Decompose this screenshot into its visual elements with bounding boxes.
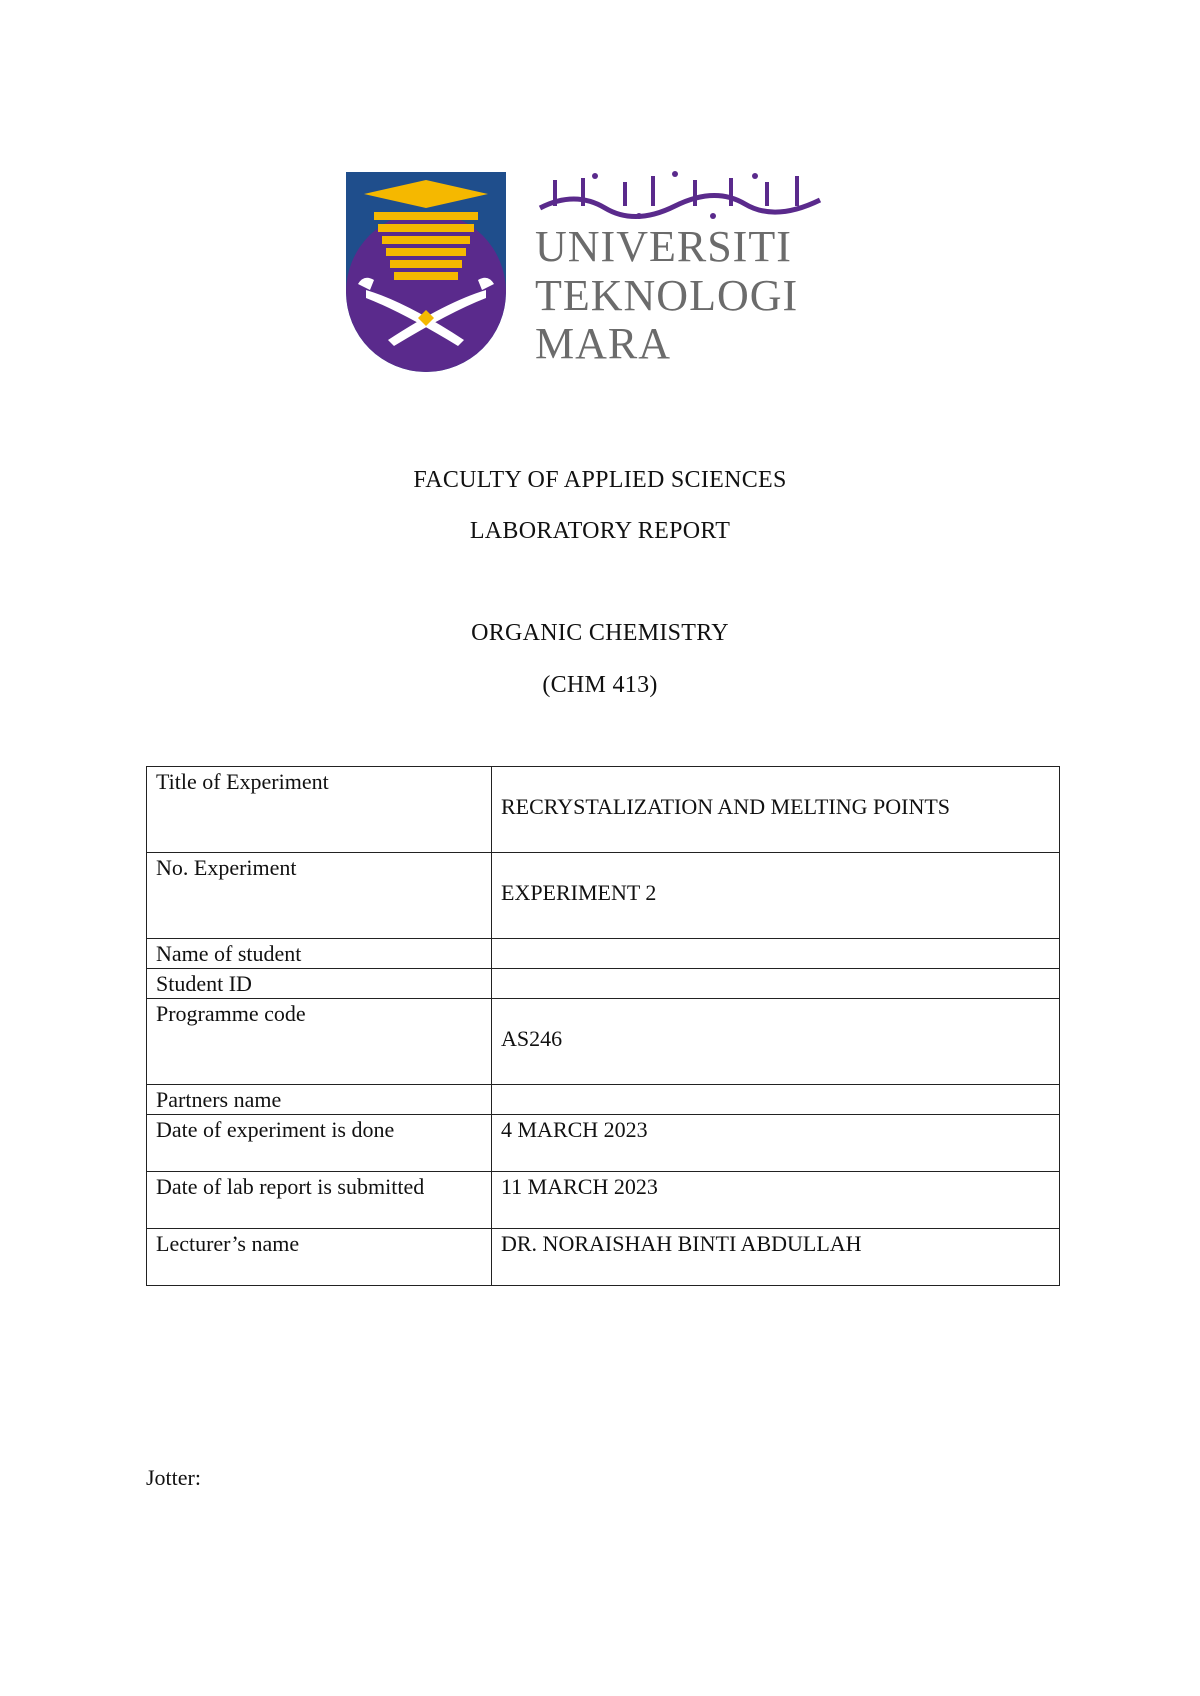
logo-text-teknologi: TEKNOLOGI	[535, 271, 799, 320]
experiment-number-value: EXPERIMENT 2	[501, 880, 657, 905]
row-label: No. Experiment	[147, 853, 492, 939]
jotter-label: Jotter:	[146, 1465, 201, 1490]
lecturer-name-value: DR. NORAISHAH BINTI ABDULLAH	[492, 1229, 1060, 1286]
row-label: Name of student	[147, 939, 492, 969]
row-label: Programme code	[147, 999, 492, 1085]
table-row	[147, 853, 1060, 939]
table-row	[147, 939, 1060, 969]
row-value	[492, 999, 1060, 1085]
row-label: Date of lab report is submitted	[147, 1172, 492, 1229]
table-row	[147, 1229, 1060, 1286]
table-row	[147, 1085, 1060, 1115]
row-label: Partners name	[147, 1085, 492, 1115]
table-row	[147, 767, 1060, 853]
table-row	[147, 1172, 1060, 1229]
partners-name-value	[492, 1085, 1060, 1115]
programme-code-value: AS246	[501, 1026, 563, 1051]
logo-text-universiti: UNIVERSITI	[535, 222, 792, 271]
row-value	[492, 853, 1060, 939]
experiment-title-value: RECRYSTALIZATION AND MELTING POINTS	[501, 794, 951, 819]
row-label: Lecturer’s name	[147, 1229, 492, 1286]
report-heading: LABORATORY REPORT	[469, 518, 731, 544]
student-name-value	[492, 939, 1060, 969]
table-row	[147, 1115, 1060, 1172]
arabic-script-logo	[535, 170, 825, 220]
student-id-value	[492, 969, 1060, 999]
uitm-crest-icon	[346, 172, 516, 372]
row-value	[492, 767, 1060, 853]
row-label: Title of Experiment	[147, 767, 492, 853]
row-label: Date of experiment is done	[147, 1115, 492, 1172]
table-row	[147, 999, 1060, 1085]
course-code-heading: (CHM 413)	[542, 672, 658, 698]
report-info-table	[146, 766, 1060, 1286]
subject-heading: ORGANIC CHEMISTRY	[471, 620, 729, 646]
faculty-heading: FACULTY OF APPLIED SCIENCES	[413, 467, 787, 493]
table-row	[147, 969, 1060, 999]
experiment-date-value: 4 MARCH 2023	[492, 1115, 1060, 1172]
submission-date-value: 11 MARCH 2023	[492, 1172, 1060, 1229]
row-label: Student ID	[147, 969, 492, 999]
logo-text-mara: MARA	[535, 319, 672, 368]
